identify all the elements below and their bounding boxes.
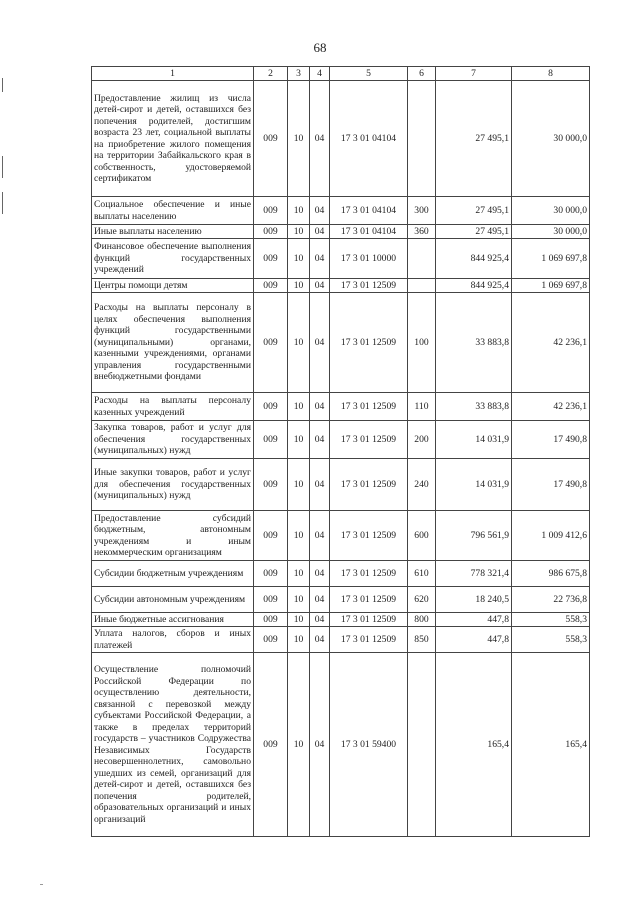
expense-type-cell: 240 bbox=[408, 459, 436, 511]
amount-year2-cell: 30 000,0 bbox=[512, 225, 590, 239]
target-article-cell: 17 3 01 12509 bbox=[330, 627, 408, 653]
column-header: 1 bbox=[92, 67, 254, 81]
section-cell: 10 bbox=[288, 653, 310, 837]
table-row bbox=[92, 293, 590, 393]
table-row bbox=[92, 459, 590, 511]
subsection-cell: 04 bbox=[310, 393, 330, 421]
section-cell: 10 bbox=[288, 587, 310, 613]
table-row bbox=[92, 279, 590, 293]
table-row bbox=[92, 197, 590, 225]
amount-year2-cell: 17 490,8 bbox=[512, 421, 590, 459]
subsection-cell: 04 bbox=[310, 421, 330, 459]
target-article-cell: 17 3 01 10000 bbox=[330, 239, 408, 279]
amount-year2-cell: 22 736,8 bbox=[512, 587, 590, 613]
row-name-cell: Предоставление жилищ из числа детей-сирот и детей, оставшихся без попечения родителей, достигшим возраста 23 лет, социальной выплаты на приобретение жилого помещения на территории Забайкальского края в собственность, удостоверяемой сертификатом bbox=[92, 81, 254, 197]
subsection-cell: 04 bbox=[310, 239, 330, 279]
table-row bbox=[92, 561, 590, 587]
amount-year2-cell: 165,4 bbox=[512, 653, 590, 837]
admin-code-cell: 009 bbox=[254, 225, 288, 239]
row-name-cell: Центры помощи детям bbox=[92, 279, 254, 293]
expense-type-cell bbox=[408, 279, 436, 293]
amount-year1-cell: 27 495,1 bbox=[436, 81, 512, 197]
target-article-cell: 17 3 01 12509 bbox=[330, 293, 408, 393]
section-cell: 10 bbox=[288, 239, 310, 279]
target-article-cell: 17 3 01 12509 bbox=[330, 393, 408, 421]
row-name-cell: Финансовое обеспечение выполнения функций государственных учреждений bbox=[92, 239, 254, 279]
row-name-cell: Иные бюджетные ассигнования bbox=[92, 613, 254, 627]
admin-code-cell: 009 bbox=[254, 511, 288, 561]
budget-table bbox=[91, 66, 590, 837]
admin-code-cell: 009 bbox=[254, 293, 288, 393]
expense-type-cell: 600 bbox=[408, 511, 436, 561]
expense-type-cell bbox=[408, 653, 436, 837]
table-row bbox=[92, 421, 590, 459]
page-number: 68 bbox=[313, 40, 327, 55]
row-name-cell: Субсидии автономным учреждениям bbox=[92, 587, 254, 613]
row-name-cell: Осуществление полномочий Российской Федерации по осуществлению деятельности, связанной с перевозкой между субъектами Российской Федерации, а также в пределах территорий государств – участников Содружества Независимых Государств несовершеннолетних, самовольно ушедших из семей, организаций для детей-сирот и детей, оставшихся без попечения родителей, образовательных организаций и иных организаций bbox=[92, 653, 254, 837]
admin-code-cell: 009 bbox=[254, 459, 288, 511]
amount-year1-cell: 33 883,8 bbox=[436, 293, 512, 393]
admin-code-cell: 009 bbox=[254, 81, 288, 197]
subsection-cell: 04 bbox=[310, 225, 330, 239]
target-article-cell: 17 3 01 59400 bbox=[330, 653, 408, 837]
column-header: 4 bbox=[310, 67, 330, 81]
amount-year2-cell: 30 000,0 bbox=[512, 197, 590, 225]
section-cell: 10 bbox=[288, 613, 310, 627]
amount-year2-cell: 30 000,0 bbox=[512, 81, 590, 197]
subsection-cell: 04 bbox=[310, 627, 330, 653]
target-article-cell: 17 3 01 12509 bbox=[330, 279, 408, 293]
header-row bbox=[92, 67, 590, 81]
amount-year1-cell: 844 925,4 bbox=[436, 239, 512, 279]
section-cell: 10 bbox=[288, 561, 310, 587]
admin-code-cell: 009 bbox=[254, 613, 288, 627]
table-row bbox=[92, 613, 590, 627]
subsection-cell: 04 bbox=[310, 653, 330, 837]
expense-type-cell: 610 bbox=[408, 561, 436, 587]
target-article-cell: 17 3 01 04104 bbox=[330, 81, 408, 197]
scan-margin-mark bbox=[2, 156, 3, 178]
section-cell: 10 bbox=[288, 459, 310, 511]
section-cell: 10 bbox=[288, 393, 310, 421]
admin-code-cell: 009 bbox=[254, 627, 288, 653]
row-name-cell: Уплата налогов, сборов и иных платежей bbox=[92, 627, 254, 653]
amount-year1-cell: 27 495,1 bbox=[436, 225, 512, 239]
expense-type-cell: 800 bbox=[408, 613, 436, 627]
table-row bbox=[92, 627, 590, 653]
admin-code-cell: 009 bbox=[254, 279, 288, 293]
amount-year1-cell: 27 495,1 bbox=[436, 197, 512, 225]
admin-code-cell: 009 bbox=[254, 561, 288, 587]
admin-code-cell: 009 bbox=[254, 421, 288, 459]
amount-year2-cell: 1 009 412,6 bbox=[512, 511, 590, 561]
amount-year1-cell: 14 031,9 bbox=[436, 459, 512, 511]
row-name-cell: Социальное обеспечение и иные выплаты населению bbox=[92, 197, 254, 225]
admin-code-cell: 009 bbox=[254, 197, 288, 225]
column-header: 6 bbox=[408, 67, 436, 81]
admin-code-cell: 009 bbox=[254, 239, 288, 279]
scan-margin-mark bbox=[2, 192, 3, 214]
expense-type-cell: 110 bbox=[408, 393, 436, 421]
scan-speck bbox=[40, 884, 43, 885]
section-cell: 10 bbox=[288, 511, 310, 561]
row-name-cell: Иные закупки товаров, работ и услуг для обеспечения государственных (муниципальных) нужд bbox=[92, 459, 254, 511]
subsection-cell: 04 bbox=[310, 81, 330, 197]
row-name-cell: Закупка товаров, работ и услуг для обеспечения государственных (муниципальных) нужд bbox=[92, 421, 254, 459]
column-header: 2 bbox=[254, 67, 288, 81]
amount-year2-cell: 42 236,1 bbox=[512, 393, 590, 421]
section-cell: 10 bbox=[288, 197, 310, 225]
table-row bbox=[92, 239, 590, 279]
subsection-cell: 04 bbox=[310, 197, 330, 225]
subsection-cell: 04 bbox=[310, 293, 330, 393]
subsection-cell: 04 bbox=[310, 511, 330, 561]
table-row bbox=[92, 81, 590, 197]
table-row bbox=[92, 225, 590, 239]
section-cell: 10 bbox=[288, 225, 310, 239]
target-article-cell: 17 3 01 12509 bbox=[330, 421, 408, 459]
amount-year1-cell: 796 561,9 bbox=[436, 511, 512, 561]
row-name-cell: Расходы на выплаты персоналу в целях обеспечения выполнения функций государственными (муниципальными) органами, казенными учреждениями, органами управления государственными внебюджетными фондами bbox=[92, 293, 254, 393]
amount-year2-cell: 1 069 697,8 bbox=[512, 239, 590, 279]
expense-type-cell bbox=[408, 239, 436, 279]
column-header: 8 bbox=[512, 67, 590, 81]
amount-year2-cell: 558,3 bbox=[512, 627, 590, 653]
table-row bbox=[92, 587, 590, 613]
admin-code-cell: 009 bbox=[254, 393, 288, 421]
amount-year2-cell: 558,3 bbox=[512, 613, 590, 627]
column-header: 7 bbox=[436, 67, 512, 81]
amount-year2-cell: 42 236,1 bbox=[512, 293, 590, 393]
scan-margin-mark bbox=[2, 78, 3, 92]
amount-year1-cell: 33 883,8 bbox=[436, 393, 512, 421]
table-row bbox=[92, 393, 590, 421]
expense-type-cell: 300 bbox=[408, 197, 436, 225]
section-cell: 10 bbox=[288, 293, 310, 393]
table-row bbox=[92, 653, 590, 837]
expense-type-cell: 850 bbox=[408, 627, 436, 653]
row-name-cell: Предоставление субсидий бюджетным, автономным учреждениям и иным некоммерческим организациям bbox=[92, 511, 254, 561]
admin-code-cell: 009 bbox=[254, 587, 288, 613]
amount-year1-cell: 447,8 bbox=[436, 627, 512, 653]
target-article-cell: 17 3 01 12509 bbox=[330, 459, 408, 511]
section-cell: 10 bbox=[288, 279, 310, 293]
expense-type-cell: 100 bbox=[408, 293, 436, 393]
column-header: 3 bbox=[288, 67, 310, 81]
amount-year1-cell: 844 925,4 bbox=[436, 279, 512, 293]
amount-year1-cell: 778 321,4 bbox=[436, 561, 512, 587]
section-cell: 10 bbox=[288, 627, 310, 653]
target-article-cell: 17 3 01 12509 bbox=[330, 587, 408, 613]
amount-year2-cell: 986 675,8 bbox=[512, 561, 590, 587]
target-article-cell: 17 3 01 12509 bbox=[330, 511, 408, 561]
amount-year1-cell: 18 240,5 bbox=[436, 587, 512, 613]
amount-year1-cell: 447,8 bbox=[436, 613, 512, 627]
amount-year2-cell: 1 069 697,8 bbox=[512, 279, 590, 293]
section-cell: 10 bbox=[288, 81, 310, 197]
amount-year1-cell: 14 031,9 bbox=[436, 421, 512, 459]
expense-type-cell bbox=[408, 81, 436, 197]
amount-year2-cell: 17 490,8 bbox=[512, 459, 590, 511]
expense-type-cell: 620 bbox=[408, 587, 436, 613]
subsection-cell: 04 bbox=[310, 587, 330, 613]
target-article-cell: 17 3 01 04104 bbox=[330, 197, 408, 225]
target-article-cell: 17 3 01 04104 bbox=[330, 225, 408, 239]
subsection-cell: 04 bbox=[310, 279, 330, 293]
row-name-cell: Иные выплаты населению bbox=[92, 225, 254, 239]
target-article-cell: 17 3 01 12509 bbox=[330, 613, 408, 627]
subsection-cell: 04 bbox=[310, 613, 330, 627]
subsection-cell: 04 bbox=[310, 561, 330, 587]
column-header: 5 bbox=[330, 67, 408, 81]
section-cell: 10 bbox=[288, 421, 310, 459]
row-name-cell: Субсидии бюджетным учреждениям bbox=[92, 561, 254, 587]
admin-code-cell: 009 bbox=[254, 653, 288, 837]
expense-type-cell: 360 bbox=[408, 225, 436, 239]
row-name-cell: Расходы на выплаты персоналу казенных учреждений bbox=[92, 393, 254, 421]
amount-year1-cell: 165,4 bbox=[436, 653, 512, 837]
target-article-cell: 17 3 01 12509 bbox=[330, 561, 408, 587]
subsection-cell: 04 bbox=[310, 459, 330, 511]
expense-type-cell: 200 bbox=[408, 421, 436, 459]
table-row bbox=[92, 511, 590, 561]
